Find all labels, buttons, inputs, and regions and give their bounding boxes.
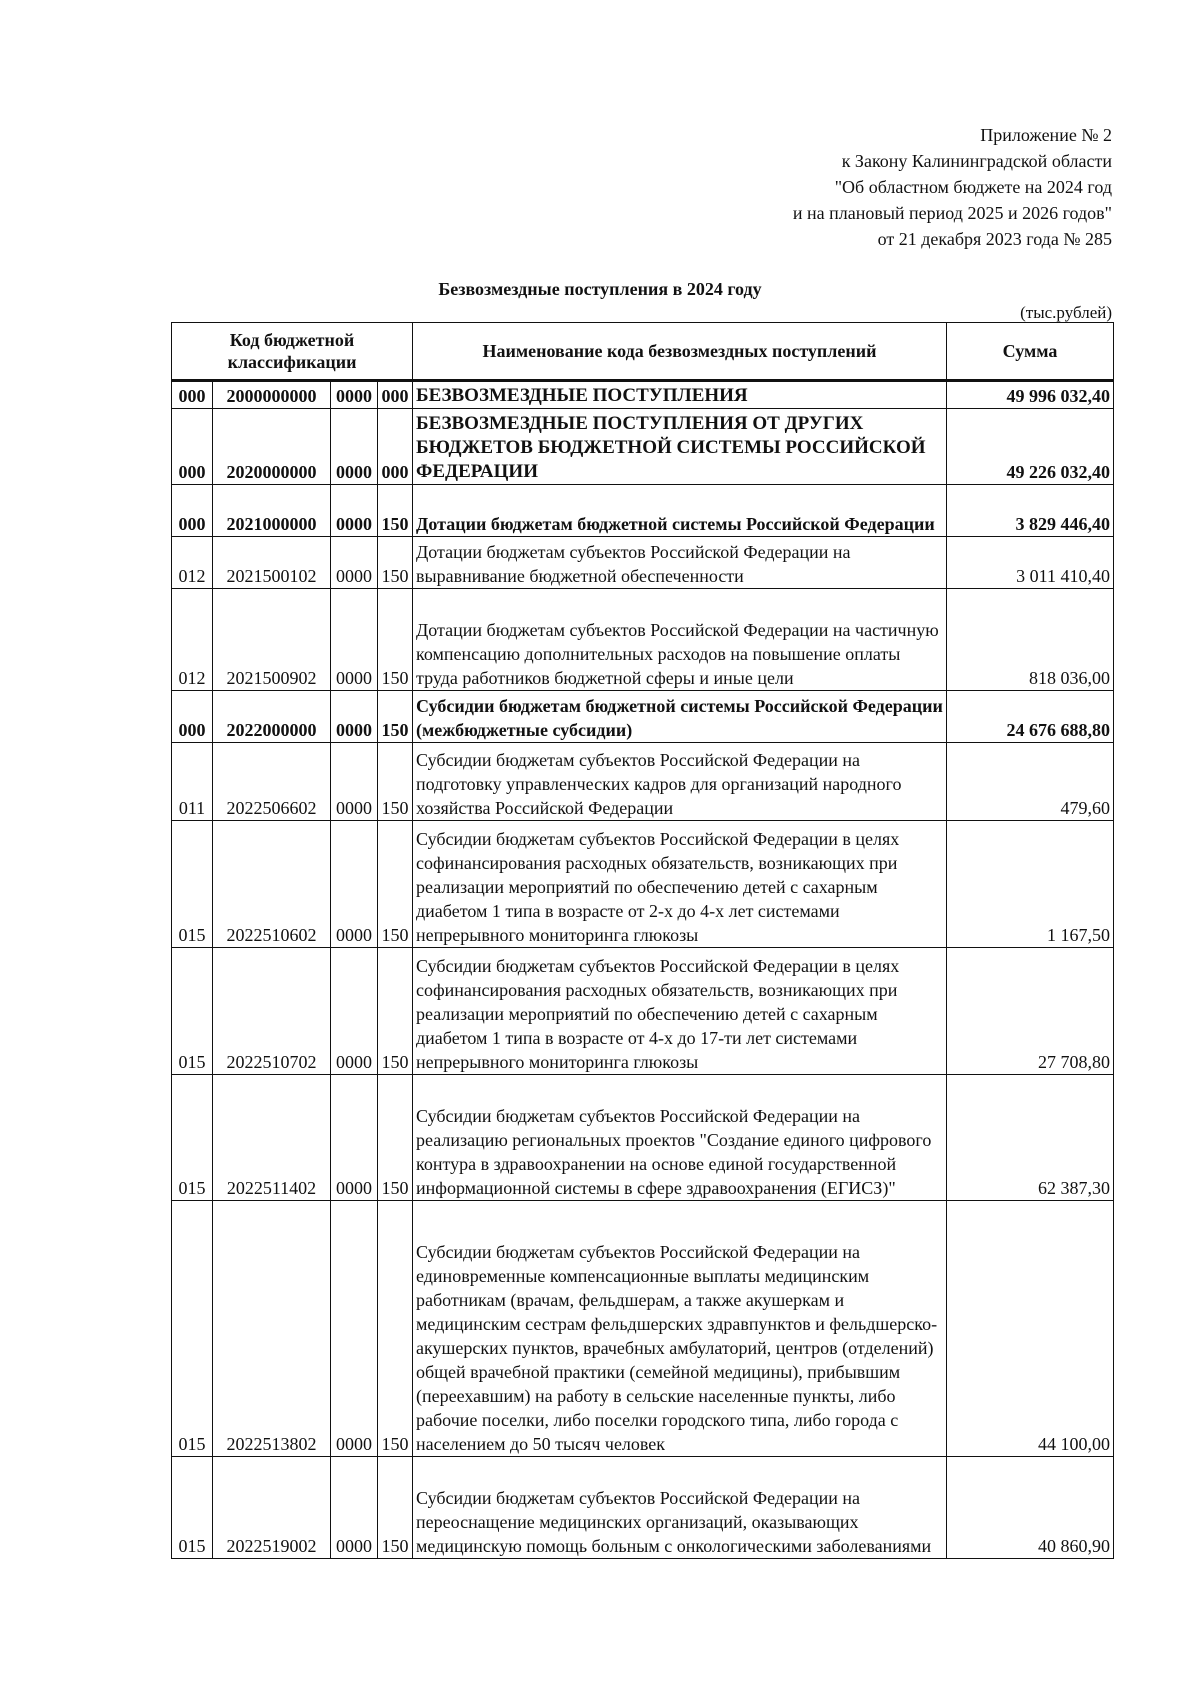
row-name: БЕЗВОЗМЕЗДНЫЕ ПОСТУПЛЕНИЯ [413,381,947,409]
code-admin: 015 [172,1201,213,1457]
code-main: 2021500902 [213,589,331,691]
code-program: 0000 [331,948,378,1075]
code-program: 0000 [331,381,378,409]
code-economic: 000 [378,409,413,485]
column-header-amount: Сумма [947,323,1114,381]
table-row [172,691,1114,743]
row-name: Субсидии бюджетам субъектов Российской Федерации на реализацию региональных проектов "Создание единого цифрового контура в здравоохранении на основе единой государственной информационной системы в сфере здравоохранения (ЕГИСЗ)" [413,1075,947,1201]
row-amount: 24 676 688,80 [947,691,1114,743]
code-economic: 150 [378,743,413,821]
header-line: к Закону Калининградской области [841,151,1112,171]
code-economic: 150 [378,1457,413,1559]
row-name: Дотации бюджетам субъектов Российской Федерации на выравнивание бюджетной обеспеченности [413,537,947,589]
code-admin: 000 [172,409,213,485]
code-main: 2022513802 [213,1201,331,1457]
code-admin: 015 [172,821,213,948]
code-program: 0000 [331,743,378,821]
column-header-name: Наименование кода безвозмездных поступлений [413,323,947,381]
document-header [793,122,1112,252]
header-line: Приложение № 2 [980,125,1112,145]
header-line: от 21 декабря 2023 года № 285 [877,229,1112,249]
code-admin: 015 [172,1075,213,1201]
row-name: Дотации бюджетам субъектов Российской Федерации на частичную компенсацию дополнительных расходов на повышение оплаты труда работников бюджетной сферы и иные цели [413,589,947,691]
table-row [172,1201,1114,1457]
budget-table [171,322,1114,1559]
code-economic: 150 [378,948,413,1075]
table-header-row [172,323,1114,381]
code-economic: 150 [378,589,413,691]
column-header-code: Код бюджетной классификации [172,323,413,381]
row-name: Субсидии бюджетам субъектов Российской Федерации в целях софинансирования расходных обязательств, возникающих при реализации мероприятий по обеспечению детей с сахарным диабетом 1 типа в возрасте от 2-х до 4-х лет системами непрерывного мониторинга глюкозы [413,821,947,948]
table-row [172,485,1114,537]
code-economic: 150 [378,1201,413,1457]
row-name: Субсидии бюджетам субъектов Российской Федерации в целях софинансирования расходных обязательств, возникающих при реализации мероприятий по обеспечению детей с сахарным диабетом 1 типа в возрасте от 4-х до 17-ти лет системами непрерывного мониторинга глюкозы [413,948,947,1075]
code-program: 0000 [331,485,378,537]
table-row [172,537,1114,589]
code-economic: 000 [378,381,413,409]
code-main: 2022506602 [213,743,331,821]
code-main: 2022510602 [213,821,331,948]
code-program: 0000 [331,821,378,948]
code-program: 0000 [331,409,378,485]
code-program: 0000 [331,537,378,589]
table-row [172,1075,1114,1201]
row-amount: 818 036,00 [947,589,1114,691]
table-row [172,381,1114,409]
table-row [172,589,1114,691]
row-amount: 3 829 446,40 [947,485,1114,537]
code-economic: 150 [378,537,413,589]
code-economic: 150 [378,485,413,537]
table-row [172,409,1114,485]
code-admin: 015 [172,1457,213,1559]
table-row [172,948,1114,1075]
code-economic: 150 [378,821,413,948]
code-program: 0000 [331,1075,378,1201]
code-program: 0000 [331,691,378,743]
table-row [172,821,1114,948]
row-amount: 479,60 [947,743,1114,821]
row-name: Субсидии бюджетам субъектов Российской Федерации на переоснащение медицинских организаций, оказывающих медицинскую помощь больным с онкологическими заболеваниями [413,1457,947,1559]
row-name: БЕЗВОЗМЕЗДНЫЕ ПОСТУПЛЕНИЯ ОТ ДРУГИХ БЮДЖЕТОВ БЮДЖЕТНОЙ СИСТЕМЫ РОССИЙСКОЙ ФЕДЕРАЦИИ [413,409,947,485]
row-name: Субсидии бюджетам бюджетной системы Российской Федерации (межбюджетные субсидии) [413,691,947,743]
code-admin: 000 [172,485,213,537]
code-main: 2021500102 [213,537,331,589]
row-amount: 3 011 410,40 [947,537,1114,589]
row-amount: 49 226 032,40 [947,409,1114,485]
header-line: "Об областном бюджете на 2024 год [834,177,1112,197]
code-main: 2022510702 [213,948,331,1075]
code-admin: 015 [172,948,213,1075]
code-main: 2000000000 [213,381,331,409]
code-admin: 011 [172,743,213,821]
code-admin: 012 [172,537,213,589]
code-program: 0000 [331,589,378,691]
code-main: 2022511402 [213,1075,331,1201]
row-name: Дотации бюджетам бюджетной системы Российской Федерации [413,485,947,537]
header-line: и на плановый период 2025 и 2026 годов" [792,203,1112,223]
code-admin: 000 [172,691,213,743]
code-admin: 000 [172,381,213,409]
row-amount: 27 708,80 [947,948,1114,1075]
code-economic: 150 [378,1075,413,1201]
code-main: 2022000000 [213,691,331,743]
row-amount: 49 996 032,40 [947,381,1114,409]
units-label: (тыс.рублей) [1020,303,1112,322]
table-row [172,743,1114,821]
code-program: 0000 [331,1201,378,1457]
code-main: 2021000000 [213,485,331,537]
row-amount: 40 860,90 [947,1457,1114,1559]
page-title: Безвозмездные поступления в 2024 году [438,279,762,299]
table-row [172,1457,1114,1559]
code-admin: 012 [172,589,213,691]
row-name: Субсидии бюджетам субъектов Российской Федерации на единовременные компенсационные выплаты медицинским работникам (врачам, фельдшерам, а также акушеркам и медицинским сестрам фельдшерских здравпунктов и фельдшерско-акушерских пунктов, врачебных амбулаторий, центров (отделений) общей врачебной практики (семейной медицины), прибывшим (переехавшим) на работу в сельские населенные пункты, либо рабочие поселки, либо поселки городского типа, либо города с населением до 50 тысяч человек [413,1201,947,1457]
row-amount: 44 100,00 [947,1201,1114,1457]
row-amount: 62 387,30 [947,1075,1114,1201]
code-economic: 150 [378,691,413,743]
code-main: 2020000000 [213,409,331,485]
row-amount: 1 167,50 [947,821,1114,948]
code-main: 2022519002 [213,1457,331,1559]
row-name: Субсидии бюджетам субъектов Российской Федерации на подготовку управленческих кадров для организаций народного хозяйства Российской Федерации [413,743,947,821]
code-program: 0000 [331,1457,378,1559]
